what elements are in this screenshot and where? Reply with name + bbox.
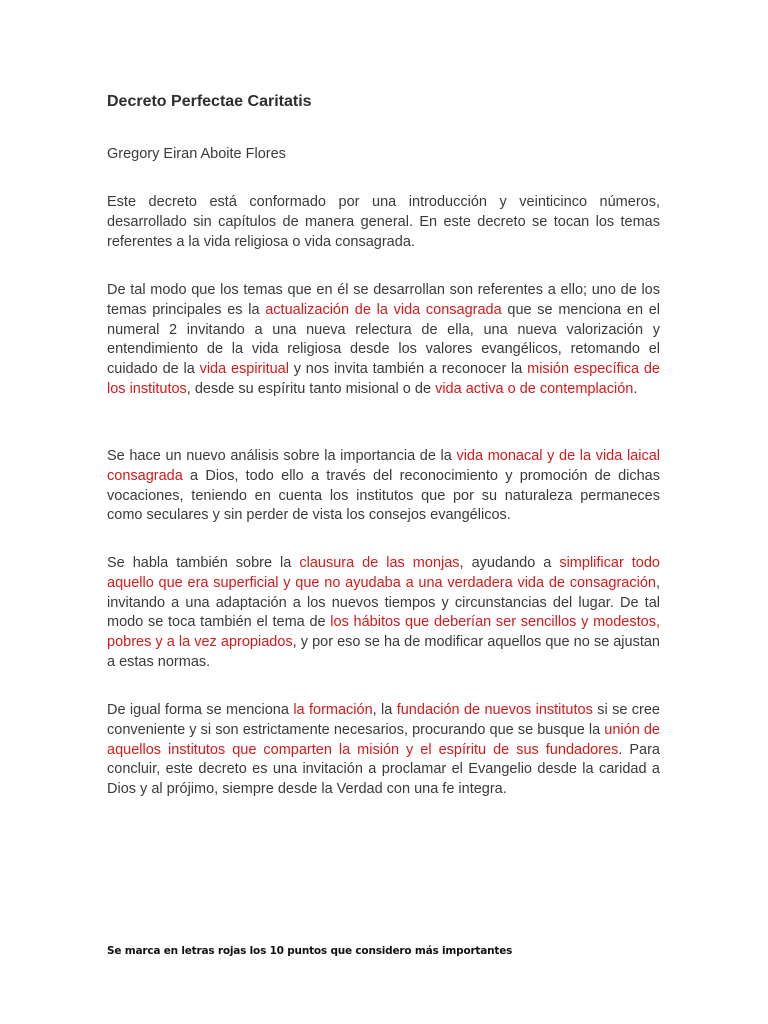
paragraph-1: [107, 193, 660, 252]
text-segment: , invitando a una adaptación a los nuevos tiempos y circunstancias del lugar. De tal modo se toca también el tema de: [107, 574, 660, 631]
text-segment: De tal modo que los temas que en él se desarrollan son referentes a ello; uno de los temas principales es la: [107, 282, 660, 318]
highlighted-phrase: vida activa o de contemplación: [435, 380, 634, 397]
text-segment: Se hace un nuevo análisis sobre la importancia de la: [107, 448, 457, 464]
text-segment: Se habla también sobre la: [107, 555, 300, 571]
text-segment: , y por eso se ha de modificar aquellos que no se ajustan a estas normas.: [107, 634, 660, 670]
highlighted-phrase: vida monacal y de la vida laical consagrada: [107, 448, 660, 484]
highlighted-phrase: los hábitos que deberían ser sencillos y modestos, pobres y a la vez apropiados: [107, 614, 660, 651]
highlighted-phrase: clausura de las monjas: [299, 555, 460, 571]
highlighted-phrase: misión específica de los institutos: [107, 361, 661, 397]
text-segment: .: [633, 380, 638, 397]
text-segment: . Para concluir, este decreto es una invitación a proclamar el Evangelio desde la caridad a Dios y al prójimo, siempre desde la Verdad con una fe integra.: [107, 741, 660, 798]
text-segment: Este decreto está conformado por una introducción y veinticinco números, desarrollado sin capítulos de manera general. En este decreto se tocan los temas referentes a la vida religiosa o vida consagrada.: [107, 194, 660, 250]
text-segment: a Dios, todo ello a través del reconocimiento y promoción de dichas vocaciones, teniendo en cuenta los institutos que por su naturaleza permaneces como seculares y sin perder de vista los consejos evangélicos.: [107, 467, 660, 524]
text-segment: que se menciona en el numeral 2 invitando a una nueva relectura de ella, una nueva valorización y entendimiento de la vida religiosa desde los valores evangélicos, retomando el cuidado de la: [107, 301, 661, 378]
highlighted-phrase: actualización de la vida consagrada: [265, 301, 502, 318]
text-segment: , ayudando a: [459, 555, 560, 571]
highlighted-phrase: vida espiritual: [199, 361, 289, 378]
text-segment: y nos invita también a reconocer la: [288, 361, 528, 378]
highlighted-phrase: fundación de nuevos institutos: [396, 702, 593, 718]
highlighted-phrase: unión de aquellos institutos que comparten la misión y el espíritu de sus fundadores: [107, 721, 660, 758]
footnote-note: Se marca en letras rojas los 10 puntos que considero más importantes: [107, 945, 513, 957]
text-segment: De igual forma se menciona: [107, 702, 294, 718]
text-segment: , desde su espíritu tanto misional o de: [186, 380, 436, 397]
document-title: Decreto Perfectae Caritatis: [107, 93, 312, 110]
highlighted-phrase: la formación: [293, 702, 373, 718]
paragraph-3: [107, 447, 660, 526]
highlighted-phrase: simplificar todo aquello que era superficial y que no ayudaba a una verdadera vida de consagración: [107, 555, 660, 591]
paragraph-2: [107, 281, 660, 400]
text-segment: , la: [372, 702, 397, 718]
document-author: Gregory Eiran Aboite Flores: [107, 146, 286, 162]
paragraph-4: [107, 554, 660, 673]
paragraph-5: [107, 701, 660, 800]
text-segment: si se cree conveniente y si son estrictamente necesarios, procurando que se busque la: [107, 702, 660, 738]
